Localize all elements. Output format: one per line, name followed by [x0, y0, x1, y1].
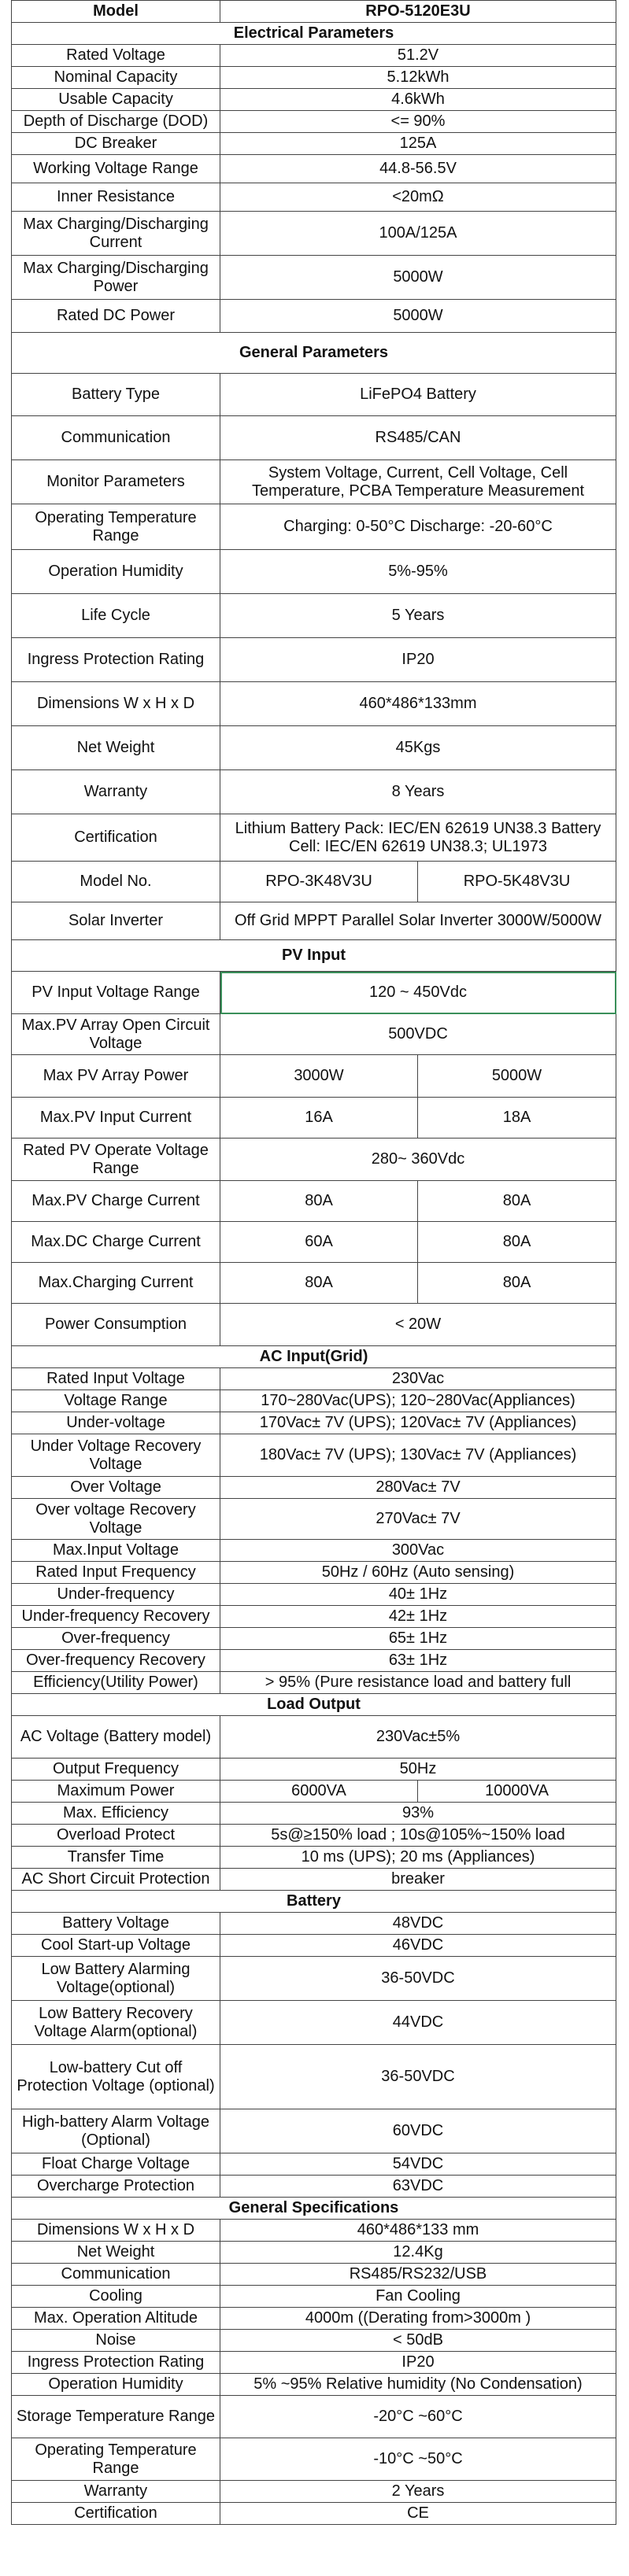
row-label: Model No. [12, 862, 220, 902]
row-value: 10 ms (UPS); 20 ms (Appliances) [220, 1847, 616, 1869]
section-header-row [12, 940, 616, 972]
table-row [12, 594, 616, 638]
row-label: Ingress Protection Rating [12, 2352, 220, 2374]
section-header-row [12, 1694, 616, 1716]
table-row [12, 1304, 616, 1346]
table-row [12, 972, 616, 1014]
row-value: 93% [220, 1803, 616, 1825]
row-value: < 50dB [220, 2330, 616, 2352]
row-value: 460*486*133 mm [220, 2220, 616, 2242]
row-value: 60VDC [220, 2109, 616, 2153]
table-row [12, 460, 616, 504]
row-value: -20°C ~60°C [220, 2396, 616, 2438]
row-label: Dimensions W x H x D [12, 2220, 220, 2242]
table-row [12, 1935, 616, 1957]
table-row [12, 1803, 616, 1825]
table-row [12, 1139, 616, 1181]
table-row [12, 183, 616, 212]
row-label: Nominal Capacity [12, 67, 220, 89]
table-row [12, 638, 616, 682]
table-row [12, 2352, 616, 2374]
table-row [12, 374, 616, 416]
row-label: Max.PV Charge Current [12, 1181, 220, 1222]
row-value: 300Vac [220, 1540, 616, 1562]
row-value: 5.12kWh [220, 67, 616, 89]
row-label: Overcharge Protection [12, 2176, 220, 2198]
table-row [12, 726, 616, 770]
row-value: 65± 1Hz [220, 1628, 616, 1650]
row-label: Max.PV Input Current [12, 1098, 220, 1139]
row-value: 54VDC [220, 2153, 616, 2176]
table-row [12, 1847, 616, 1869]
table-row [12, 2109, 616, 2153]
row-value-3k: 16A [220, 1098, 418, 1139]
spec-table [11, 0, 616, 2525]
row-value: 230Vac [220, 1368, 616, 1390]
row-label: Cooling [12, 2286, 220, 2308]
row-label: DC Breaker [12, 133, 220, 155]
table-row [12, 2264, 616, 2286]
row-value-3k: 6000VA [220, 1781, 418, 1803]
row-value: 280Vac± 7V [220, 1477, 616, 1499]
row-value: 46VDC [220, 1935, 616, 1957]
table-row [12, 2220, 616, 2242]
row-label: Over Voltage [12, 1477, 220, 1499]
row-label: Max.Input Voltage [12, 1540, 220, 1562]
row-value: IP20 [220, 638, 616, 682]
row-value: LiFePO4 Battery [220, 374, 616, 416]
row-value-3k: 80A [220, 1181, 418, 1222]
table-row [12, 1055, 616, 1098]
table-row [12, 2286, 616, 2308]
table-row [12, 212, 616, 256]
row-value: CE [220, 2503, 616, 2525]
row-label: Max.PV Array Open Circuit Voltage [12, 1014, 220, 1055]
row-label: Rated DC Power [12, 300, 220, 333]
row-label: PV Input Voltage Range [12, 972, 220, 1014]
row-label: Power Consumption [12, 1304, 220, 1346]
row-value: 63VDC [220, 2176, 616, 2198]
table-row [12, 1825, 616, 1847]
row-value-5k: 10000VA [418, 1781, 616, 1803]
table-row [12, 1390, 616, 1412]
table-row [12, 2503, 616, 2525]
table-row [12, 1222, 616, 1263]
section-header-row [12, 23, 616, 45]
row-label: Under-frequency Recovery [12, 1606, 220, 1628]
section-title: Battery [12, 1891, 616, 1913]
section-title: PV Input [12, 940, 616, 972]
row-label: Max. Operation Altitude [12, 2308, 220, 2330]
section-title: AC Input(Grid) [12, 1346, 616, 1368]
row-label: Over voltage Recovery Voltage [12, 1499, 220, 1540]
table-row [12, 89, 616, 111]
table-row [12, 416, 616, 460]
row-value: 40± 1Hz [220, 1584, 616, 1606]
table-row [12, 300, 616, 333]
row-value: > 95% (Pure resistance load and battery full [220, 1672, 616, 1694]
row-label: Net Weight [12, 2242, 220, 2264]
table-row [12, 1716, 616, 1759]
row-label: Life Cycle [12, 594, 220, 638]
row-value: 5 Years [220, 594, 616, 638]
row-label: Certification [12, 2503, 220, 2525]
table-row [12, 902, 616, 940]
row-value: 4000m ((Derating from>3000m ) [220, 2308, 616, 2330]
row-label: Rated Input Voltage [12, 1368, 220, 1390]
table-row [12, 1628, 616, 1650]
table-row [12, 256, 616, 300]
row-value: 36-50VDC [220, 1957, 616, 2001]
table-row [12, 1014, 616, 1055]
section-header-row [12, 1891, 616, 1913]
row-value: 2 Years [220, 2481, 616, 2503]
row-label: Battery Voltage [12, 1913, 220, 1935]
row-label: Operation Humidity [12, 550, 220, 594]
row-value: 100A/125A [220, 212, 616, 256]
table-row [12, 67, 616, 89]
table-row [12, 2374, 616, 2396]
table-row [12, 2045, 616, 2109]
header-row [12, 1, 616, 23]
table-row [12, 1181, 616, 1222]
row-value: Charging: 0-50°C Discharge: -20-60°C [220, 504, 616, 550]
table-row [12, 111, 616, 133]
row-label: Efficiency(Utility Power) [12, 1672, 220, 1694]
row-label: Max. Efficiency [12, 1803, 220, 1825]
row-label: Usable Capacity [12, 89, 220, 111]
row-label: Operating Temperature Range [12, 2438, 220, 2481]
table-row [12, 1562, 616, 1584]
table-row [12, 2242, 616, 2264]
row-value-3k: 3000W [220, 1055, 418, 1098]
row-value: 5000W [220, 256, 616, 300]
row-value-5k: 80A [418, 1263, 616, 1304]
row-value: <= 90% [220, 111, 616, 133]
row-label: Rated Voltage [12, 45, 220, 67]
row-value: 12.4Kg [220, 2242, 616, 2264]
row-label: Max.DC Charge Current [12, 1222, 220, 1263]
row-value: 120 ~ 450Vdc [220, 972, 616, 1014]
row-value: <20mΩ [220, 183, 616, 212]
row-label: Under-frequency [12, 1584, 220, 1606]
row-label: Warranty [12, 770, 220, 814]
row-value: 50Hz / 60Hz (Auto sensing) [220, 1562, 616, 1584]
table-row [12, 1477, 616, 1499]
row-value-3k: 80A [220, 1263, 418, 1304]
table-row [12, 682, 616, 726]
table-row [12, 155, 616, 183]
table-row [12, 2001, 616, 2045]
row-value-5k: RPO-5K48V3U [418, 862, 616, 902]
row-label: Under-voltage [12, 1412, 220, 1434]
row-value-3k: 60A [220, 1222, 418, 1263]
row-value: 170~280Vac(UPS); 120~280Vac(Appliances) [220, 1390, 616, 1412]
row-value-5k: 80A [418, 1222, 616, 1263]
table-row [12, 1759, 616, 1781]
table-row [12, 2176, 616, 2198]
row-value: 460*486*133mm [220, 682, 616, 726]
row-label: Working Voltage Range [12, 155, 220, 183]
table-row [12, 1434, 616, 1477]
spec-table-body [12, 1, 616, 2525]
table-row [12, 504, 616, 550]
header-model: RPO-5120E3U [220, 1, 616, 23]
row-value: 45Kgs [220, 726, 616, 770]
row-value-5k: 18A [418, 1098, 616, 1139]
row-label: Ingress Protection Rating [12, 638, 220, 682]
row-value: 500VDC [220, 1014, 616, 1055]
row-label: Certification [12, 814, 220, 862]
row-value: 180Vac± 7V (UPS); 130Vac± 7V (Appliances) [220, 1434, 616, 1477]
row-value: 125A [220, 133, 616, 155]
section-header-row [12, 333, 616, 374]
row-value-5k: 80A [418, 1181, 616, 1222]
row-value: 42± 1Hz [220, 1606, 616, 1628]
table-row [12, 2153, 616, 2176]
row-value: 270Vac± 7V [220, 1499, 616, 1540]
row-label: Noise [12, 2330, 220, 2352]
row-value: 5s@≥150% load ; 10s@105%~150% load [220, 1825, 616, 1847]
row-label: Inner Resistance [12, 183, 220, 212]
row-value: 48VDC [220, 1913, 616, 1935]
row-value: 44VDC [220, 2001, 616, 2045]
row-label: Transfer Time [12, 1847, 220, 1869]
section-header-row [12, 2198, 616, 2220]
row-value: IP20 [220, 2352, 616, 2374]
table-row [12, 1412, 616, 1434]
row-label: Storage Temperature Range [12, 2396, 220, 2438]
table-row [12, 2308, 616, 2330]
table-row [12, 2330, 616, 2352]
table-row [12, 2438, 616, 2481]
table-row [12, 1584, 616, 1606]
row-label: Over-frequency [12, 1628, 220, 1650]
row-label: Cool Start-up Voltage [12, 1935, 220, 1957]
row-value: -10°C ~50°C [220, 2438, 616, 2481]
table-row [12, 1368, 616, 1390]
row-label: Operating Temperature Range [12, 504, 220, 550]
row-value: 5% ~95% Relative humidity (No Condensation) [220, 2374, 616, 2396]
row-value: 51.2V [220, 45, 616, 67]
row-label: High-battery Alarm Voltage (Optional) [12, 2109, 220, 2153]
row-label: Net Weight [12, 726, 220, 770]
row-label: Rated Input Frequency [12, 1562, 220, 1584]
row-value: Off Grid MPPT Parallel Solar Inverter 3000W/5000W [220, 902, 616, 940]
table-row [12, 1098, 616, 1139]
table-row [12, 133, 616, 155]
section-title: Load Output [12, 1694, 616, 1716]
row-value: breaker [220, 1869, 616, 1891]
row-label: Max Charging/Discharging Power [12, 256, 220, 300]
table-row [12, 1540, 616, 1562]
row-value: System Voltage, Current, Cell Voltage, Cell Temperature, PCBA Temperature Measurement [220, 460, 616, 504]
row-value: Lithium Battery Pack: IEC/EN 62619 UN38.3 Battery Cell: IEC/EN 62619 UN38.3; UL1973 [220, 814, 616, 862]
row-value: < 20W [220, 1304, 616, 1346]
row-value: 36-50VDC [220, 2045, 616, 2109]
table-row [12, 1499, 616, 1540]
row-value: 50Hz [220, 1759, 616, 1781]
row-value: 8 Years [220, 770, 616, 814]
row-label: AC Short Circuit Protection [12, 1869, 220, 1891]
row-value: Fan Cooling [220, 2286, 616, 2308]
table-row [12, 2396, 616, 2438]
section-title: General Specifications [12, 2198, 616, 2220]
row-label: Over-frequency Recovery [12, 1650, 220, 1672]
row-label: Communication [12, 2264, 220, 2286]
row-label: Low Battery Alarming Voltage(optional) [12, 1957, 220, 2001]
table-row [12, 1781, 616, 1803]
row-label: Communication [12, 416, 220, 460]
row-value-3k: RPO-3K48V3U [220, 862, 418, 902]
row-label: Rated PV Operate Voltage Range [12, 1139, 220, 1181]
row-label: Monitor Parameters [12, 460, 220, 504]
row-value-5k: 5000W [418, 1055, 616, 1098]
table-row [12, 862, 616, 902]
row-label: AC Voltage (Battery model) [12, 1716, 220, 1759]
row-label: Maximum Power [12, 1781, 220, 1803]
table-row [12, 45, 616, 67]
table-row [12, 1957, 616, 2001]
row-label: Low Battery Recovery Voltage Alarm(optional) [12, 2001, 220, 2045]
row-value: RS485/RS232/USB [220, 2264, 616, 2286]
row-label: Max Charging/Discharging Current [12, 212, 220, 256]
row-label: Solar Inverter [12, 902, 220, 940]
row-label: Operation Humidity [12, 2374, 220, 2396]
row-value: 280~ 360Vdc [220, 1139, 616, 1181]
header-label: Model [12, 1, 220, 23]
row-label: Output Frequency [12, 1759, 220, 1781]
table-row [12, 1869, 616, 1891]
section-title: Electrical Parameters [12, 23, 616, 45]
table-row [12, 1672, 616, 1694]
row-value: 63± 1Hz [220, 1650, 616, 1672]
row-label: Overload Protect [12, 1825, 220, 1847]
table-row [12, 550, 616, 594]
row-label: Battery Type [12, 374, 220, 416]
row-label: Max PV Array Power [12, 1055, 220, 1098]
row-label: Low-battery Cut off Protection Voltage (optional) [12, 2045, 220, 2109]
table-row [12, 1913, 616, 1935]
row-value: 170Vac± 7V (UPS); 120Vac± 7V (Appliances) [220, 1412, 616, 1434]
table-row [12, 1650, 616, 1672]
table-row [12, 814, 616, 862]
row-label: Depth of Discharge (DOD) [12, 111, 220, 133]
section-title: General Parameters [12, 333, 616, 374]
row-label: Float Charge Voltage [12, 2153, 220, 2176]
row-value: 230Vac±5% [220, 1716, 616, 1759]
section-header-row [12, 1346, 616, 1368]
table-row [12, 1606, 616, 1628]
row-label: Voltage Range [12, 1390, 220, 1412]
table-row [12, 1263, 616, 1304]
row-value: 5%-95% [220, 550, 616, 594]
table-row [12, 2481, 616, 2503]
row-value: 44.8-56.5V [220, 155, 616, 183]
row-value: 5000W [220, 300, 616, 333]
row-label: Under Voltage Recovery Voltage [12, 1434, 220, 1477]
table-row [12, 770, 616, 814]
row-value: 4.6kWh [220, 89, 616, 111]
row-label: Warranty [12, 2481, 220, 2503]
row-label: Dimensions W x H x D [12, 682, 220, 726]
row-value: RS485/CAN [220, 416, 616, 460]
row-label: Max.Charging Current [12, 1263, 220, 1304]
